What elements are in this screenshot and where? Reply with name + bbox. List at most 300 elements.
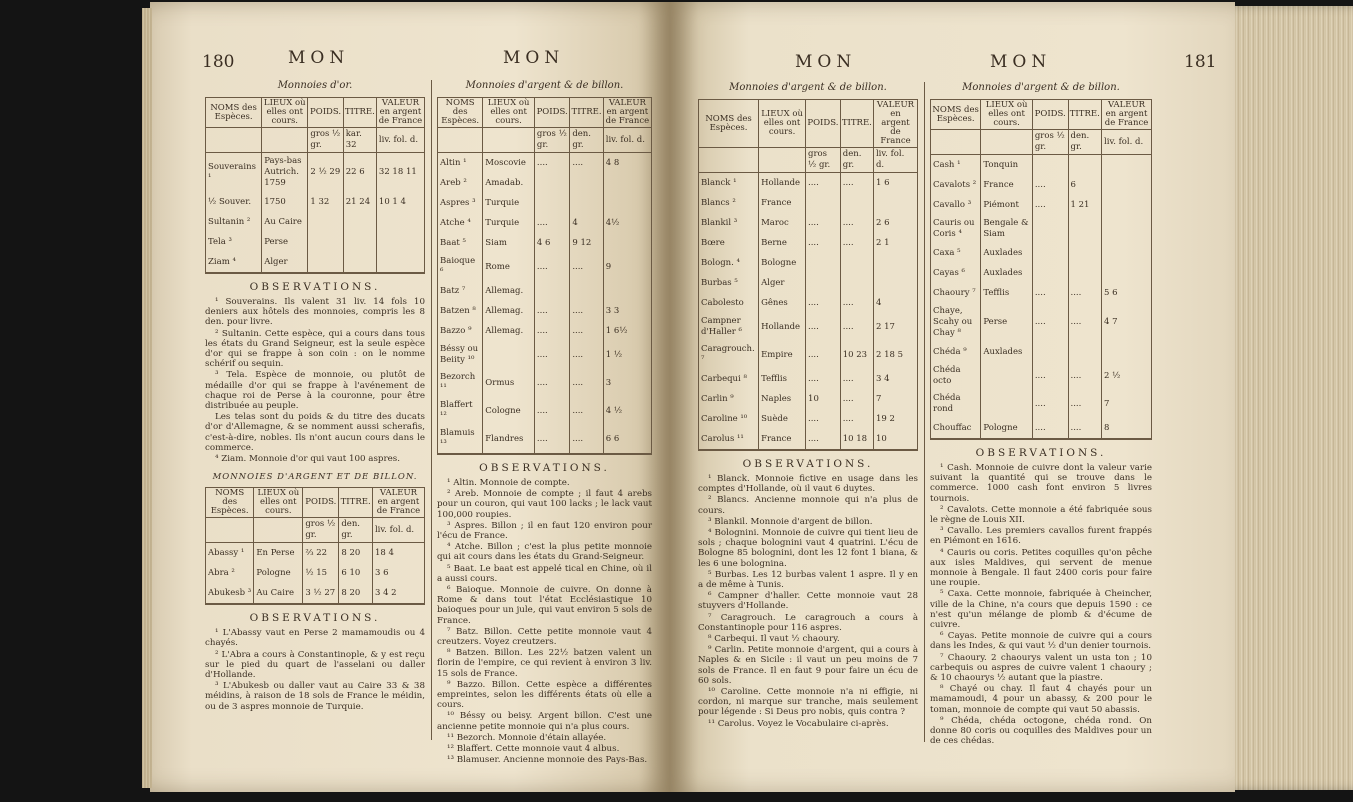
cell: 5 6: [1102, 283, 1152, 303]
observation-note: ³ Blankil. Monnoie d'argent de billon.: [708, 516, 873, 527]
cell: ....: [1032, 175, 1068, 195]
unit-cell: [262, 128, 308, 153]
cell: Pays-bas Autrich. 1759: [262, 153, 308, 193]
cell: [840, 193, 873, 213]
table-row: [931, 418, 1152, 439]
cell: Ormus: [483, 369, 535, 397]
observations: [930, 463, 1152, 746]
table-row: [931, 362, 1152, 390]
cell: Cabolesto: [699, 293, 759, 313]
right-page: [670, 2, 1235, 792]
observation-note: ¹⁰ Caroline. Cette monnoie n'a ni effigie, ni cordon, ni marque sur tranche, mais seulement pour légende : Si Deus pro nobis, quis contra ?: [698, 687, 918, 718]
cell: [1068, 243, 1102, 263]
cell: [343, 252, 376, 273]
cell: Sultanin ²: [206, 212, 262, 232]
table-row: [438, 369, 652, 397]
cell: Cauris ou Coris ⁴: [931, 215, 981, 243]
header-valeur: VALEUR en argent de France: [372, 488, 424, 518]
cell: 9 12: [570, 233, 603, 253]
cell: Blamuis ¹³: [438, 425, 483, 454]
header-poids: POIDS.: [308, 98, 343, 128]
observation-note: Les telas sont du poids & du titre des ducats d'or d'Allemagne, & se nomment aussi scherafis, c'est-à-dire, nobles. Ils n'ont aucun cours dans le commerce.: [205, 412, 425, 453]
cell: [1068, 215, 1102, 243]
header-valeur: VALEUR en argent de France: [1102, 100, 1152, 130]
observations-heading: OBSERVATIONS.: [249, 612, 381, 625]
cell: [1102, 263, 1152, 283]
cell: [1032, 215, 1068, 243]
unit-cell: [699, 148, 759, 173]
table-row: [931, 342, 1152, 362]
table-row: [931, 263, 1152, 283]
section-caption: MONNOIES D'ARGENT ET DE BILLON.: [212, 472, 418, 483]
header-titre: TITRE.: [1068, 100, 1102, 130]
page-edges-right: [1220, 6, 1353, 790]
cell: 1 ½: [603, 341, 651, 369]
unit-cell: gros ½ gr.: [534, 128, 569, 153]
observation-note: ⁸ Batzen. Billon. Les 22½ batzen valent un florin de l'empire, ce qui revient à environ 3 liv. 15 sols de France.: [437, 648, 652, 679]
table-row: [438, 341, 652, 369]
cell: ....: [534, 301, 569, 321]
cell: ....: [534, 321, 569, 341]
cell: 3 4: [873, 369, 917, 389]
table-row: [438, 193, 652, 213]
cell: ....: [806, 213, 841, 233]
cell: ....: [806, 313, 841, 341]
table-row: [206, 252, 425, 273]
cell: 6: [1068, 175, 1102, 195]
table-caption: Monnoies d'argent & de billon.: [465, 80, 624, 91]
running-head-right-1: MON: [795, 52, 857, 72]
cell: En Perse: [254, 543, 303, 564]
observation-note: ² L'Abra a cours à Constantinople, & y est reçu sur le pied du quart de l'asselani ou daller d'Hollande.: [205, 649, 425, 681]
cell: Au Caire: [254, 583, 303, 604]
cell: 3 6: [372, 563, 424, 583]
observation-note: ¹¹ Bezorch. Monnoie d'étain allayée.: [447, 732, 607, 743]
cell: 18 4: [372, 543, 424, 564]
table-row: [206, 212, 425, 232]
cell: France: [981, 175, 1033, 195]
cell: Berne: [759, 233, 806, 253]
unit-cell: [483, 128, 535, 153]
cell: [308, 252, 343, 273]
observation-note: ² Areb. Monnoie de compte ; il faut 4 arebs pour un couron, qui vaut 100 lacks ; le lack vaut 100,000 roupies.: [437, 489, 652, 520]
cell: 1 6: [873, 173, 917, 194]
cell: Baat ⁵: [438, 233, 483, 253]
cell: Chéda ⁹: [931, 342, 981, 362]
unit-cell: [254, 518, 303, 543]
running-head-left-2: MON: [503, 48, 565, 68]
observation-note: ⁴ Bolognini. Monnoie de cuivre qui tient lieu de sols ; chaque bolognini vaut 4 quatrini. L'écu de Bologne 85 bolognini, dont les 12 font 1 biana, & les 6 une bolognina.: [698, 528, 918, 569]
cell: ....: [806, 293, 841, 313]
unit-cell: [206, 128, 262, 153]
cell: [570, 173, 603, 193]
observation-note: ⁹ Carlin. Petite monnoie d'argent, qui a cours à Naples & en Sicile : il vaut un peu moins de 7 sols de France. Il en faut 9 pour faire un écu de 60 sols.: [698, 645, 918, 686]
cell: [376, 232, 424, 252]
cell: 6 10: [339, 563, 373, 583]
cell: [1102, 243, 1152, 263]
column-left-1: [205, 80, 425, 713]
cell: Abra ²: [206, 563, 254, 583]
cell: 1 32: [308, 192, 343, 212]
cell: Blanck ¹: [699, 173, 759, 194]
unit-cell: den. gr.: [339, 518, 373, 543]
table-row: [699, 273, 918, 293]
table-row: [931, 283, 1152, 303]
header-lieux: LIEUX où elles ont cours.: [981, 100, 1033, 130]
cell: Perse: [262, 232, 308, 252]
unit-cell: [759, 148, 806, 173]
header-valeur: VALEUR en argent de France: [873, 100, 917, 148]
cell: 3 ½ 27: [303, 583, 339, 604]
cell: Chaoury ⁷: [931, 283, 981, 303]
header-poids: POIDS.: [806, 100, 841, 148]
cell: ....: [534, 213, 569, 233]
cell: 10 1 4: [376, 192, 424, 212]
cell: Pologne: [981, 418, 1033, 439]
cell: [1068, 263, 1102, 283]
cell: 1750: [262, 192, 308, 212]
table-row: [699, 253, 918, 273]
cell: Tonquin: [981, 155, 1033, 176]
cell: Caroline ¹⁰: [699, 409, 759, 429]
cell: Caragrouch. ⁷: [699, 341, 759, 369]
cell: [308, 232, 343, 252]
observation-note: ⁹ Bazzo. Billon. Cette espèce a différentes empreintes, selon les différents états où elle a cours.: [437, 679, 652, 711]
unit-cell: den. gr.: [570, 128, 603, 153]
cell: 3 4 2: [372, 583, 424, 604]
cell: Chéda octo: [931, 362, 981, 390]
observation-note: ⁷ Batz. Billon. Cette petite monnoie vaut 4 creutzers. Voyez creutzers.: [437, 626, 652, 648]
observation-note: ¹ Altin. Monnoie de compte.: [447, 478, 570, 488]
observation-note: ³ L'Abukesb ou daller vaut au Caire 33 & 38 méidins, à raison de 18 sols de France le méidin, ou de 3 aspres monnoie de Turquie.: [205, 681, 425, 712]
unit-cell: liv. fol. d.: [603, 128, 651, 153]
observations-heading: OBSERVATIONS.: [249, 281, 381, 293]
header-lieux: LIEUX où elles ont cours.: [759, 100, 806, 148]
observation-note: ¹ L'Abassy vaut en Perse 2 mamamoudis ou 4 chayés.: [205, 628, 425, 649]
observations-heading: OBSERVATIONS.: [742, 458, 874, 470]
cell: 10 23: [840, 341, 873, 369]
observation-note: ⁸ Carbequi. Il vaut ½ chaoury.: [708, 634, 840, 645]
cell: 8 20: [339, 583, 373, 604]
observation-note: ³ Aspres. Billon ; il en faut 120 environ pour l'écu de France.: [437, 520, 652, 542]
cell: Tela ³: [206, 232, 262, 252]
table-row: [931, 390, 1152, 418]
cell: [343, 232, 376, 252]
cell: 21 24: [343, 192, 376, 212]
cell: 2 1: [873, 233, 917, 253]
cell: 2 6: [873, 213, 917, 233]
table-row: [931, 303, 1152, 342]
unit-cell: gros ½ gr.: [303, 518, 339, 543]
cell: Cavallo ³: [931, 195, 981, 215]
table-row: [931, 175, 1152, 195]
unit-cell: [981, 130, 1033, 155]
header-lieux: LIEUX où elles ont cours.: [262, 98, 308, 128]
column-right-2: [930, 82, 1152, 747]
cell: ....: [534, 153, 569, 174]
cell: Blankil ³: [699, 213, 759, 233]
cell: Perse: [981, 303, 1033, 342]
cell: [873, 273, 917, 293]
cell: [806, 193, 841, 213]
cell: 1 6½: [603, 321, 651, 341]
cell: [1102, 155, 1152, 176]
table-row: [206, 543, 425, 564]
cell: [534, 173, 569, 193]
header-titre: TITRE.: [339, 488, 373, 518]
cell: 1 21: [1068, 195, 1102, 215]
header-noms: NOMS des Espèces.: [206, 488, 254, 518]
cell: Béssy ou Beiity ¹⁰: [438, 341, 483, 369]
cell: 2 17: [873, 313, 917, 341]
observations-heading: OBSERVATIONS.: [479, 462, 610, 474]
cell: Hollande: [759, 313, 806, 341]
cell: Turquie: [483, 213, 535, 233]
observations: [205, 628, 425, 712]
cell: ....: [840, 293, 873, 313]
cell: Abukesb ³: [206, 583, 254, 604]
left-page: [150, 2, 670, 792]
observations-heading: OBSERVATIONS.: [975, 447, 1107, 459]
cell: Allemag.: [483, 301, 535, 321]
cell: [603, 281, 651, 301]
table-row: [699, 293, 918, 313]
cell: [873, 253, 917, 273]
cell: 2 ½ 29: [308, 153, 343, 193]
cell: ½ Souver.: [206, 192, 262, 212]
coins-table: [930, 99, 1152, 440]
cell: [376, 252, 424, 273]
cell: Auxlades: [981, 263, 1033, 283]
cell: [603, 233, 651, 253]
cell: Carlin ⁹: [699, 389, 759, 409]
cell: ....: [534, 425, 569, 454]
cell: Naples: [759, 389, 806, 409]
observation-note: ⁶ Cayas. Petite monnoie de cuivre qui a cours dans les Indes, & qui vaut ½ d'un denier tournois.: [930, 631, 1152, 652]
cell: France: [759, 429, 806, 450]
observations: [205, 297, 425, 464]
cell: 6 6: [603, 425, 651, 454]
cell: [570, 193, 603, 213]
cell: Bœre: [699, 233, 759, 253]
cell: Batz ⁷: [438, 281, 483, 301]
column-right-1: [698, 82, 918, 730]
observation-note: ¹⁰ Béssy ou beisy. Argent billon. C'est une ancienne petite monnoie qui n'a plus cours.: [437, 711, 652, 732]
table-row: [931, 243, 1152, 263]
cell: ....: [534, 253, 569, 281]
cell: ....: [840, 389, 873, 409]
cell: Allemag.: [483, 281, 535, 301]
unit-cell: liv. fol. d.: [1102, 130, 1152, 155]
cell: 4: [873, 293, 917, 313]
cell: Cologne: [483, 397, 535, 425]
cell: Areb ²: [438, 173, 483, 193]
header-noms: NOMS des Espèces.: [931, 100, 981, 130]
cell: Alger: [262, 252, 308, 273]
cell: Hollande: [759, 173, 806, 194]
cell: ....: [1068, 362, 1102, 390]
cell: ....: [840, 173, 873, 194]
cell: ....: [806, 409, 841, 429]
table-row: [438, 253, 652, 281]
unit-cell: gros ½ gr.: [308, 128, 343, 153]
cell: ....: [806, 429, 841, 450]
header-poids: POIDS.: [1032, 100, 1068, 130]
cell: [483, 341, 535, 369]
observation-note: ¹ Blanck. Monnoie fictive en usage dans les comptes d'Hollande, où il vaut 6 duytes.: [698, 474, 918, 495]
cell: 4 ½: [603, 397, 651, 425]
cell: Rome: [483, 253, 535, 281]
cell: [534, 281, 569, 301]
observations: [437, 478, 652, 765]
cell: [1068, 155, 1102, 176]
cell: Baioque ⁶: [438, 253, 483, 281]
cell: 9: [603, 253, 651, 281]
cell: ½ 15: [303, 563, 339, 583]
table-row: [699, 213, 918, 233]
cell: ....: [570, 341, 603, 369]
table-row: [438, 397, 652, 425]
coins-table: [698, 99, 918, 451]
unit-cell: gros ½ gr.: [806, 148, 841, 173]
cell: [1068, 342, 1102, 362]
cell: ....: [1032, 362, 1068, 390]
unit-cell: liv. fol. d.: [376, 128, 424, 153]
cell: Allemag.: [483, 321, 535, 341]
cell: [1102, 342, 1152, 362]
header-valeur: VALEUR en argent de France: [603, 98, 651, 128]
cell: Tefflis: [981, 283, 1033, 303]
table-row: [931, 215, 1152, 243]
page-edges-left: [142, 8, 152, 788]
cell: Batzen ⁸: [438, 301, 483, 321]
cell: Amadab.: [483, 173, 535, 193]
cell: Caxa ⁵: [931, 243, 981, 263]
cell: Chouffac: [931, 418, 981, 439]
cell: Carolus ¹¹: [699, 429, 759, 450]
cell: ....: [570, 397, 603, 425]
cell: Chéda rond: [931, 390, 981, 418]
cell: [1032, 155, 1068, 176]
observation-note: ⁶ Baioque. Monnoie de cuivre. On donne à Rome & dans tout l'état Ecclésiastique 10 baioques pour un jule, qui vaut environ 5 sols de France.: [437, 585, 652, 626]
cell: Auxlades: [981, 243, 1033, 263]
cell: 32 18 11: [376, 153, 424, 193]
table-row: [206, 153, 425, 193]
observation-note: ⁷ Caragrouch. Le caragrouch a cours à Constantinople pour 116 aspres.: [698, 612, 918, 633]
cell: Cayas ⁶: [931, 263, 981, 283]
cell: Burbas ⁵: [699, 273, 759, 293]
cell: ....: [840, 369, 873, 389]
header-noms: NOMS des Espèces.: [699, 100, 759, 148]
cell: ....: [570, 425, 603, 454]
header-poids: POIDS.: [303, 488, 339, 518]
observation-note: ⁴ Cauris ou coris. Petites coquilles qu'on pêche aux isles Maldives, qui servent de menue monnoie à Bengale. Il faut 2400 coris pour faire une roupie.: [930, 547, 1152, 589]
cell: Pologne: [254, 563, 303, 583]
unit-cell: [438, 128, 483, 153]
cell: 10 18: [840, 429, 873, 450]
header-noms: NOMS des Espèces.: [438, 98, 483, 128]
unit-cell: den. gr.: [840, 148, 873, 173]
cell: ....: [1068, 283, 1102, 303]
cell: [806, 273, 841, 293]
column-left-2: [437, 80, 652, 766]
table-caption: Monnoies d'argent & de billon.: [729, 82, 887, 93]
observation-note: ⁶ Campner d'haller. Cette monnoie vaut 28 stuyvers d'Hollande.: [698, 591, 918, 612]
cell: Gênes: [759, 293, 806, 313]
cell: [376, 212, 424, 232]
table-row: [699, 313, 918, 341]
cell: 4: [570, 213, 603, 233]
unit-cell: den. gr.: [1068, 130, 1102, 155]
header-lieux: LIEUX où elles ont cours.: [254, 488, 303, 518]
observation-note: ³ Cavallo. Les premiers cavallos furent frappés en Piémont en 1616.: [930, 526, 1152, 547]
cell: 22 6: [343, 153, 376, 193]
observation-note: ² Blancs. Ancienne monnoie qui n'a plus de cours.: [698, 495, 918, 516]
observation-note: ⁴ Atche. Billon ; c'est la plus petite monnoie qui ait cours dans les états du Grand-Seigneur.: [437, 542, 652, 563]
cell: 7: [873, 389, 917, 409]
cell: [1102, 195, 1152, 215]
cell: [981, 390, 1033, 418]
cell: Bologn. ⁴: [699, 253, 759, 273]
cell: Cavalots ²: [931, 175, 981, 195]
cell: ....: [1032, 283, 1068, 303]
cell: [1102, 175, 1152, 195]
observation-note: ⁸ Chayé ou chay. Il faut 4 chayés pour un mamamoudi, 4 pour un abassy, & 200 pour le toman, monnoie de compte qui vaut 50 abassis.: [930, 684, 1152, 715]
table-row: [206, 192, 425, 212]
cell: Alger: [759, 273, 806, 293]
cell: Moscovie: [483, 153, 535, 174]
cell: ....: [840, 409, 873, 429]
cell: [981, 362, 1033, 390]
table-caption: Monnoies d'or.: [277, 80, 353, 91]
cell: ....: [806, 369, 841, 389]
column-rule: [924, 82, 925, 742]
cell: [1032, 243, 1068, 263]
cell: France: [759, 193, 806, 213]
open-book: [150, 2, 1235, 792]
cell: Piémont: [981, 195, 1033, 215]
cell: Abassy ¹: [206, 543, 254, 564]
cell: ....: [1068, 303, 1102, 342]
table-row: [438, 301, 652, 321]
cell: ....: [1068, 390, 1102, 418]
observation-note: ¹ Cash. Monnoie de cuivre dont la valeur varie suivant la quantité qui se trouve dans le commerce. 1000 cash font environ 5 livres tournois.: [930, 463, 1152, 504]
table-row: [699, 429, 918, 450]
cell: Siam: [483, 233, 535, 253]
cell: 7: [1102, 390, 1152, 418]
cell: [806, 253, 841, 273]
header-titre: TITRE.: [343, 98, 376, 128]
table-row: [438, 233, 652, 253]
cell: ....: [534, 341, 569, 369]
table-row: [699, 233, 918, 253]
cell: 2 ½: [1102, 362, 1152, 390]
cell: Bezorch ¹¹: [438, 369, 483, 397]
cell: Carbequi ⁸: [699, 369, 759, 389]
cell: Aspres ³: [438, 193, 483, 213]
cell: [534, 193, 569, 213]
cell: Turquie: [483, 193, 535, 213]
observations: [698, 474, 918, 729]
running-head-right-2: MON: [990, 52, 1052, 72]
unit-cell: liv. fol. d.: [372, 518, 424, 543]
cell: Bengale & Siam: [981, 215, 1033, 243]
cell: 10: [873, 429, 917, 450]
cell: [1032, 342, 1068, 362]
cell: 2 18 5: [873, 341, 917, 369]
column-rule: [431, 80, 432, 740]
cell: ....: [806, 233, 841, 253]
